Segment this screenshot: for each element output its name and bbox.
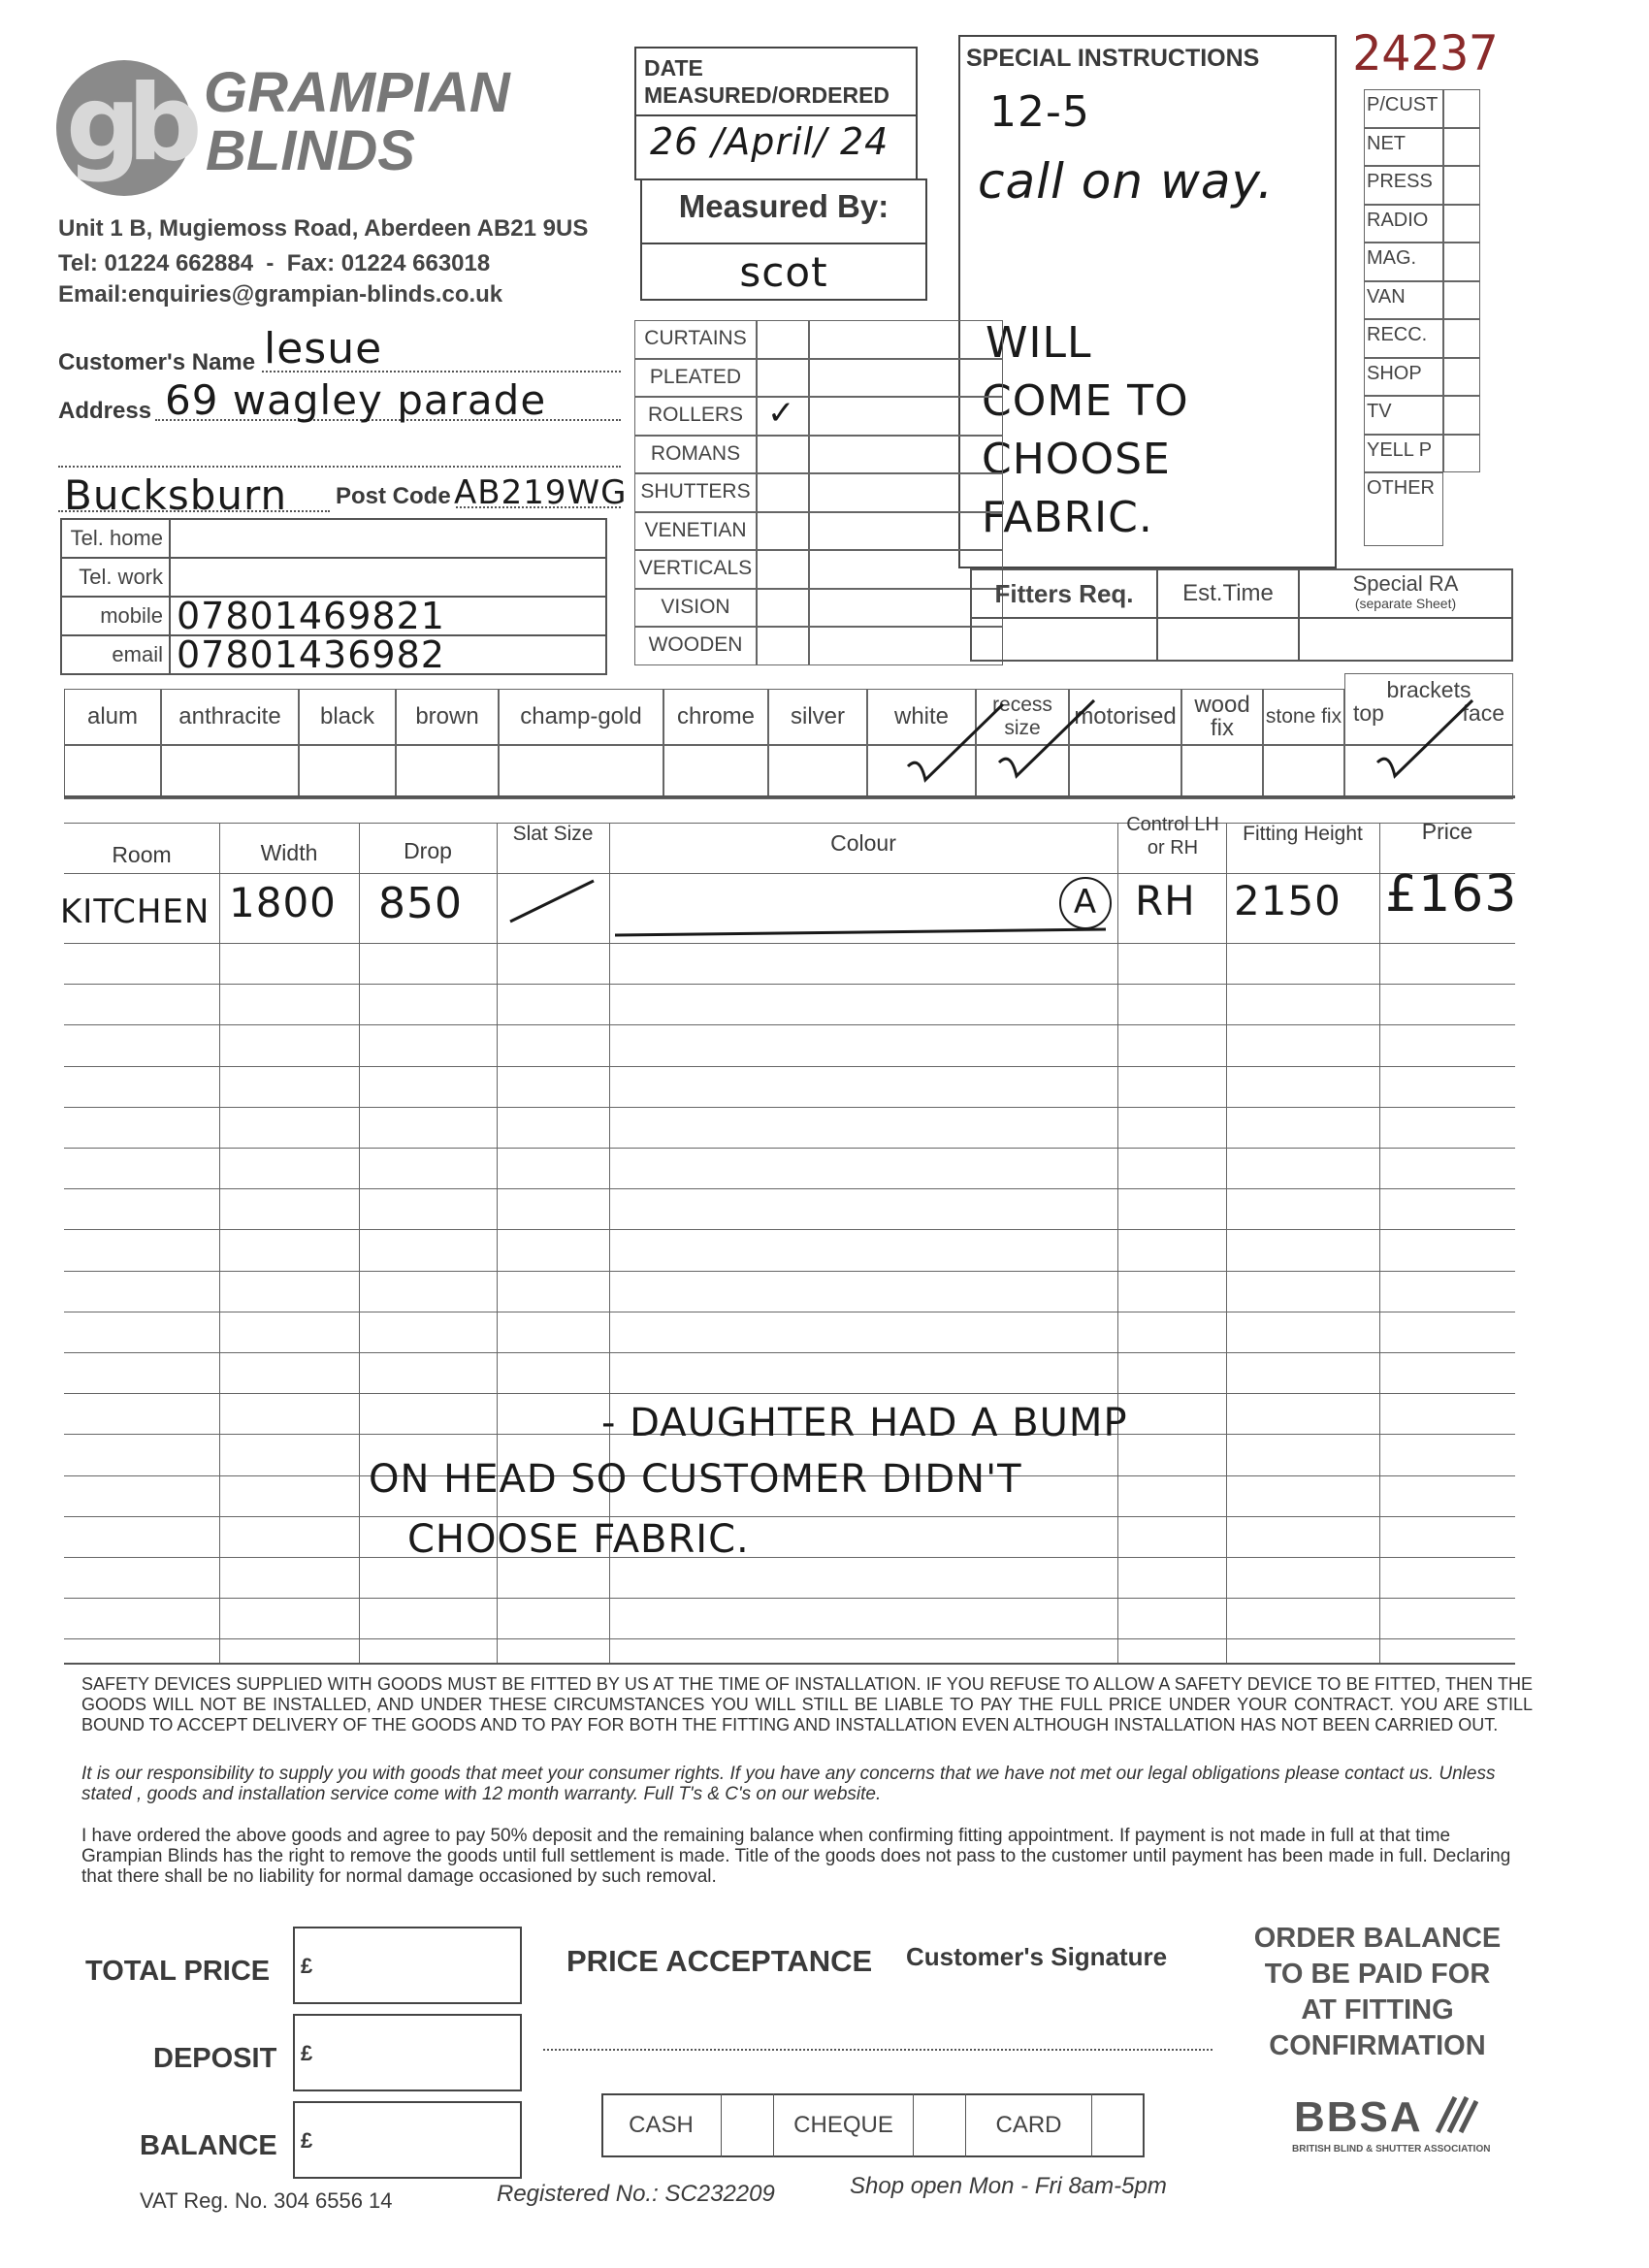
source-checkbox[interactable] xyxy=(1443,435,1480,473)
source-label: OTHER xyxy=(1364,472,1443,546)
product-checkbox[interactable] xyxy=(757,436,809,474)
tel-home-label: Tel. home xyxy=(61,519,170,558)
source-label: VAN xyxy=(1364,281,1443,320)
option-checkbox[interactable] xyxy=(1181,745,1263,799)
table-col-line xyxy=(219,823,220,1663)
source-checkbox[interactable] xyxy=(1443,128,1480,167)
total-currency: £ xyxy=(301,1954,313,1978)
bbsa-stripes-icon xyxy=(1434,2095,1478,2134)
deposit-currency: £ xyxy=(301,2041,313,2065)
source-label: NET xyxy=(1364,128,1443,167)
row1-price[interactable]: £163 xyxy=(1385,865,1518,923)
header-drop: Drop xyxy=(404,838,452,863)
product-checkbox[interactable] xyxy=(757,320,809,359)
row1-colour-mark[interactable]: A xyxy=(1059,877,1112,929)
tel-work-field[interactable] xyxy=(170,558,606,597)
town-value[interactable]: Bucksburn xyxy=(64,471,288,519)
row1-fitting-height[interactable]: 2150 xyxy=(1234,877,1342,924)
bbsa-full: BRITISH BLIND & SHUTTER ASSOCIATION xyxy=(1292,2144,1491,2155)
option-label: motorised xyxy=(1069,689,1181,745)
contact-table xyxy=(60,518,607,675)
table-row-line xyxy=(64,1598,1515,1599)
header-width: Width xyxy=(260,840,318,865)
option-label: wood fix xyxy=(1181,689,1263,745)
note-line2: ON HEAD SO CUSTOMER DIDN'T xyxy=(369,1457,1022,1502)
product-label: ROLLERS xyxy=(634,397,757,436)
tel-work-label: Tel. work xyxy=(61,558,170,597)
note-line3: CHOOSE FABRIC. xyxy=(407,1517,750,1562)
table-row-line xyxy=(64,1271,1515,1272)
registered-number: Registered No.: SC232209 xyxy=(497,2181,775,2207)
source-checkbox[interactable] xyxy=(1443,358,1480,397)
product-label: VISION xyxy=(634,589,757,628)
source-label: RADIO xyxy=(1364,205,1443,243)
special-ra-text: Special RA xyxy=(1352,571,1459,596)
option-checkbox[interactable] xyxy=(161,745,299,799)
table-row-line xyxy=(64,984,1515,985)
row1-width[interactable]: 1800 xyxy=(229,879,337,926)
product-qty-field[interactable] xyxy=(809,436,1003,474)
product-checkbox[interactable] xyxy=(757,512,809,551)
signature-line[interactable] xyxy=(543,2049,1212,2051)
balance-label: BALANCE xyxy=(140,2130,277,2161)
source-label: YELL P xyxy=(1364,435,1443,473)
order-balance-line1: ORDER BALANCE xyxy=(1253,1923,1502,1954)
payment-method-label: CHEQUE xyxy=(774,2093,914,2157)
product-qty-field[interactable] xyxy=(809,320,1003,359)
recess-size-tick xyxy=(989,695,1106,782)
table-row-line xyxy=(64,1557,1515,1558)
price-acceptance-sub: Customer's Signature xyxy=(906,1942,1168,1971)
date-box xyxy=(634,47,918,180)
measured-by-label: Measured By: xyxy=(678,188,889,224)
brackets-top-label: top xyxy=(1353,700,1384,726)
special-ra-field[interactable] xyxy=(1299,618,1512,661)
table-row-line xyxy=(64,1024,1515,1025)
option-checkbox[interactable] xyxy=(1263,745,1344,799)
note-line1: - DAUGHTER HAD A BUMP xyxy=(601,1401,1128,1445)
product-checkbox[interactable] xyxy=(757,627,809,665)
source-label: RECC. xyxy=(1364,319,1443,358)
table-row-line xyxy=(64,1188,1515,1189)
logo xyxy=(56,60,192,196)
option-label: black xyxy=(299,689,396,745)
row1-room[interactable]: KITCHEN xyxy=(60,892,210,931)
option-checkbox[interactable] xyxy=(499,745,663,799)
header-price: Price xyxy=(1421,819,1473,844)
total-price-label: TOTAL PRICE xyxy=(85,1956,271,1987)
product-label: WOODEN xyxy=(634,627,757,665)
header-slat: Slat Size xyxy=(512,823,594,845)
special-line3: WILL xyxy=(986,318,1092,368)
shop-hours: Shop open Mon - Fri 8am-5pm xyxy=(850,2173,1167,2199)
option-checkbox[interactable] xyxy=(768,745,867,799)
est-time-label: Est.Time xyxy=(1157,569,1299,618)
special-line5: CHOOSE xyxy=(982,435,1171,484)
legal-rights: It is our responsibility to supply you with goods that meet your consumer rights. If you have any concerns that we have not met our legal obligations please contact us. Unless stated , goods and installation service come with 12 month warranty. Full T's & C's on our website. xyxy=(81,1764,1496,1804)
customer-name-label: Customer's Name xyxy=(58,349,256,375)
payment-method-label: CASH xyxy=(601,2093,722,2157)
product-checkbox[interactable] xyxy=(757,589,809,628)
mobile-label: mobile xyxy=(61,597,170,635)
mobile-field[interactable] xyxy=(170,594,606,637)
logo-letters: gb xyxy=(66,63,189,184)
payment-method-checkbox[interactable] xyxy=(1092,2093,1145,2157)
tel-home-field[interactable] xyxy=(170,519,606,558)
product-label: CURTAINS xyxy=(634,320,757,359)
option-checkbox[interactable] xyxy=(64,745,161,799)
fitters-table xyxy=(970,568,1513,662)
est-time-field[interactable] xyxy=(1157,618,1299,661)
rollers-check-mark: ✓ xyxy=(767,394,796,433)
table-row-line xyxy=(64,1516,1515,1517)
special-line6: FABRIC. xyxy=(982,493,1153,542)
product-label: ROMANS xyxy=(634,436,757,474)
postcode-label: Post Code xyxy=(336,483,451,509)
row1-slat-dash xyxy=(504,873,601,931)
measured-by-box xyxy=(640,178,927,301)
special-line1: 12-5 xyxy=(989,87,1090,137)
address-label: Address xyxy=(58,398,152,424)
source-checkbox[interactable] xyxy=(1443,89,1480,128)
payment-method-checkbox[interactable] xyxy=(722,2093,774,2157)
order-balance-line3: AT FITTING xyxy=(1301,1994,1454,2025)
source-checkbox[interactable] xyxy=(1443,396,1480,435)
company-address: Unit 1 B, Mugiemoss Road, Aberdeen AB21 9US xyxy=(58,215,589,242)
option-label: brown xyxy=(396,689,499,745)
order-balance-note xyxy=(1232,1921,1523,2064)
table-row-line xyxy=(64,1638,1515,1639)
postcode-value[interactable]: AB219WG xyxy=(454,473,628,512)
header-fitting-height: Fitting Height xyxy=(1243,823,1363,845)
option-label: recess size xyxy=(976,689,1069,745)
option-checkbox[interactable] xyxy=(396,745,499,799)
option-checkbox[interactable] xyxy=(299,745,396,799)
price-acceptance-title: PRICE ACCEPTANCE xyxy=(566,1944,873,1978)
product-checkbox[interactable] xyxy=(757,359,809,398)
header-control: Control LH or RH xyxy=(1126,814,1219,859)
row1-control[interactable]: RH xyxy=(1135,877,1196,924)
fitters-req-field[interactable] xyxy=(971,618,1157,661)
table-row-line xyxy=(64,1107,1515,1108)
measured-by-value: scot xyxy=(739,248,828,296)
table-row-line xyxy=(64,1148,1515,1149)
company-name-line2: BLINDS xyxy=(206,119,415,182)
table-col-line xyxy=(1379,823,1380,1663)
table-row-line xyxy=(64,943,1515,944)
form-number: 24237 xyxy=(1352,25,1499,81)
vat-number: VAT Reg. No. 304 6556 14 xyxy=(140,2188,393,2213)
email-field[interactable] xyxy=(170,632,606,676)
special-ra-label xyxy=(1299,569,1512,618)
payment-method-label: CARD xyxy=(966,2093,1092,2157)
fitters-req-label: Fitters Req. xyxy=(971,569,1157,618)
deposit-label: DEPOSIT xyxy=(153,2043,277,2074)
bbsa-logo: BBSA xyxy=(1294,2093,1423,2141)
source-label: P/CUST xyxy=(1364,89,1443,128)
table-bottom-line xyxy=(64,1663,1515,1665)
company-phone-fax: Tel: 01224 662884 - Fax: 01224 663018 xyxy=(58,250,491,276)
product-checkbox[interactable] xyxy=(757,394,809,436)
option-label: silver xyxy=(768,689,867,745)
option-label: alum xyxy=(64,689,161,745)
table-row-line xyxy=(64,1066,1515,1067)
legal-safety: SAFETY DEVICES SUPPLIED WITH GOODS MUST BE FITTED BY US AT THE TIME OF INSTALLATION. IF YOU REFUSE TO ALLOW A SAFETY DEVICE TO BE FITTED, THEN THE GOODS WILL NOT BE INSTALLED, AND UNDER THESE CIRCUMSTANCES YOU WILL STILL BE LIABLE TO PAY THE FULL PRICE UNDER YOUR CONTRACT. YOU ARE STILL BOUND TO ACCEPT DELIVERY OF THE GOODS AND TO PAY FOR BOTH THE FITTING AND INSTALLATION EVEN ALTHOUGH INSTALLATION HAS NOT BEEN CARRIED OUT. xyxy=(81,1674,1533,1734)
address-value[interactable]: 69 wagley parade xyxy=(165,376,547,424)
source-checkbox[interactable] xyxy=(1443,281,1480,320)
row1-drop[interactable]: 850 xyxy=(378,879,463,928)
source-label: MAG. xyxy=(1364,243,1443,281)
special-instructions-label: SPECIAL INSTRUCTIONS xyxy=(966,45,1260,72)
special-instructions-box xyxy=(958,35,1337,568)
table-col-line xyxy=(1117,823,1118,1663)
product-label: VENETIAN xyxy=(634,512,757,551)
total-price-field[interactable] xyxy=(293,1927,522,2004)
order-balance-line2: TO BE PAID FOR xyxy=(1264,1959,1491,1990)
customer-name-value[interactable]: lesue xyxy=(264,324,383,373)
product-checkbox[interactable] xyxy=(757,473,809,512)
option-checkbox[interactable] xyxy=(663,745,768,799)
option-label: white xyxy=(867,689,976,745)
mobile-value: 07801469821 xyxy=(177,594,445,637)
product-qty-field[interactable] xyxy=(809,512,1003,551)
product-label: SHUTTERS xyxy=(634,473,757,512)
email-label: email xyxy=(61,635,170,674)
deposit-field[interactable] xyxy=(293,2014,522,2091)
source-label: TV xyxy=(1364,396,1443,435)
header-room: Room xyxy=(112,842,172,867)
source-label: PRESS xyxy=(1364,166,1443,205)
option-label: anthracite xyxy=(161,689,299,745)
table-row-line xyxy=(64,1352,1515,1353)
product-label: PLEATED xyxy=(634,359,757,398)
payment-method-checkbox[interactable] xyxy=(914,2093,966,2157)
option-label: chrome xyxy=(663,689,768,745)
header-colour: Colour xyxy=(830,830,896,856)
source-checkbox[interactable] xyxy=(1443,243,1480,281)
product-qty-field[interactable] xyxy=(809,397,1003,436)
company-name-line1: GRAMPIAN xyxy=(204,61,510,124)
brackets-top-tick xyxy=(1368,695,1484,782)
date-value: 26 /April/ 24 xyxy=(650,120,889,163)
table-row-line xyxy=(64,873,1515,874)
product-qty-field[interactable] xyxy=(809,473,1003,512)
option-label: champ-gold xyxy=(499,689,663,745)
option-label: stone fix xyxy=(1263,689,1344,745)
source-checkbox[interactable] xyxy=(1443,319,1480,358)
order-balance-line4: CONFIRMATION xyxy=(1269,2030,1486,2061)
row1-colour-underline xyxy=(611,912,1116,941)
date-label: DATE MEASURED/ORDERED xyxy=(644,55,890,108)
email-value: 07801436982 xyxy=(177,632,445,676)
product-label: VERTICALS xyxy=(634,550,757,589)
table-row-line xyxy=(64,1393,1515,1394)
table-col-line xyxy=(1226,823,1227,1663)
brackets-face-label: face xyxy=(1462,700,1504,726)
source-checkbox[interactable] xyxy=(1443,166,1480,205)
special-line2: call on way. xyxy=(978,153,1275,210)
brackets-label: brackets xyxy=(1386,677,1471,702)
balance-field[interactable] xyxy=(293,2101,522,2179)
product-checkbox[interactable] xyxy=(757,550,809,589)
company-email: Email:enquiries@grampian-blinds.co.uk xyxy=(58,281,503,308)
balance-currency: £ xyxy=(301,2128,313,2153)
special-line4: COME TO xyxy=(982,376,1189,426)
table-row-line xyxy=(64,1229,1515,1230)
table-col-line xyxy=(359,823,360,1663)
source-checkbox[interactable] xyxy=(1443,205,1480,243)
source-label: SHOP xyxy=(1364,358,1443,397)
special-ra-sub: (separate Sheet) xyxy=(1354,596,1457,611)
legal-payment: I have ordered the above goods and agree to pay 50% deposit and the remaining balance when confirming fitting appointment. If payment is not made in full at that time Grampian Blinds has the right to remove the goods until full settlement is made. Title of the goods does not pass to the customer until payment has been made in full. Declaring that there shall be no liability for normal damage occasioned by such removal. xyxy=(81,1826,1511,1887)
product-qty-field[interactable] xyxy=(809,359,1003,398)
